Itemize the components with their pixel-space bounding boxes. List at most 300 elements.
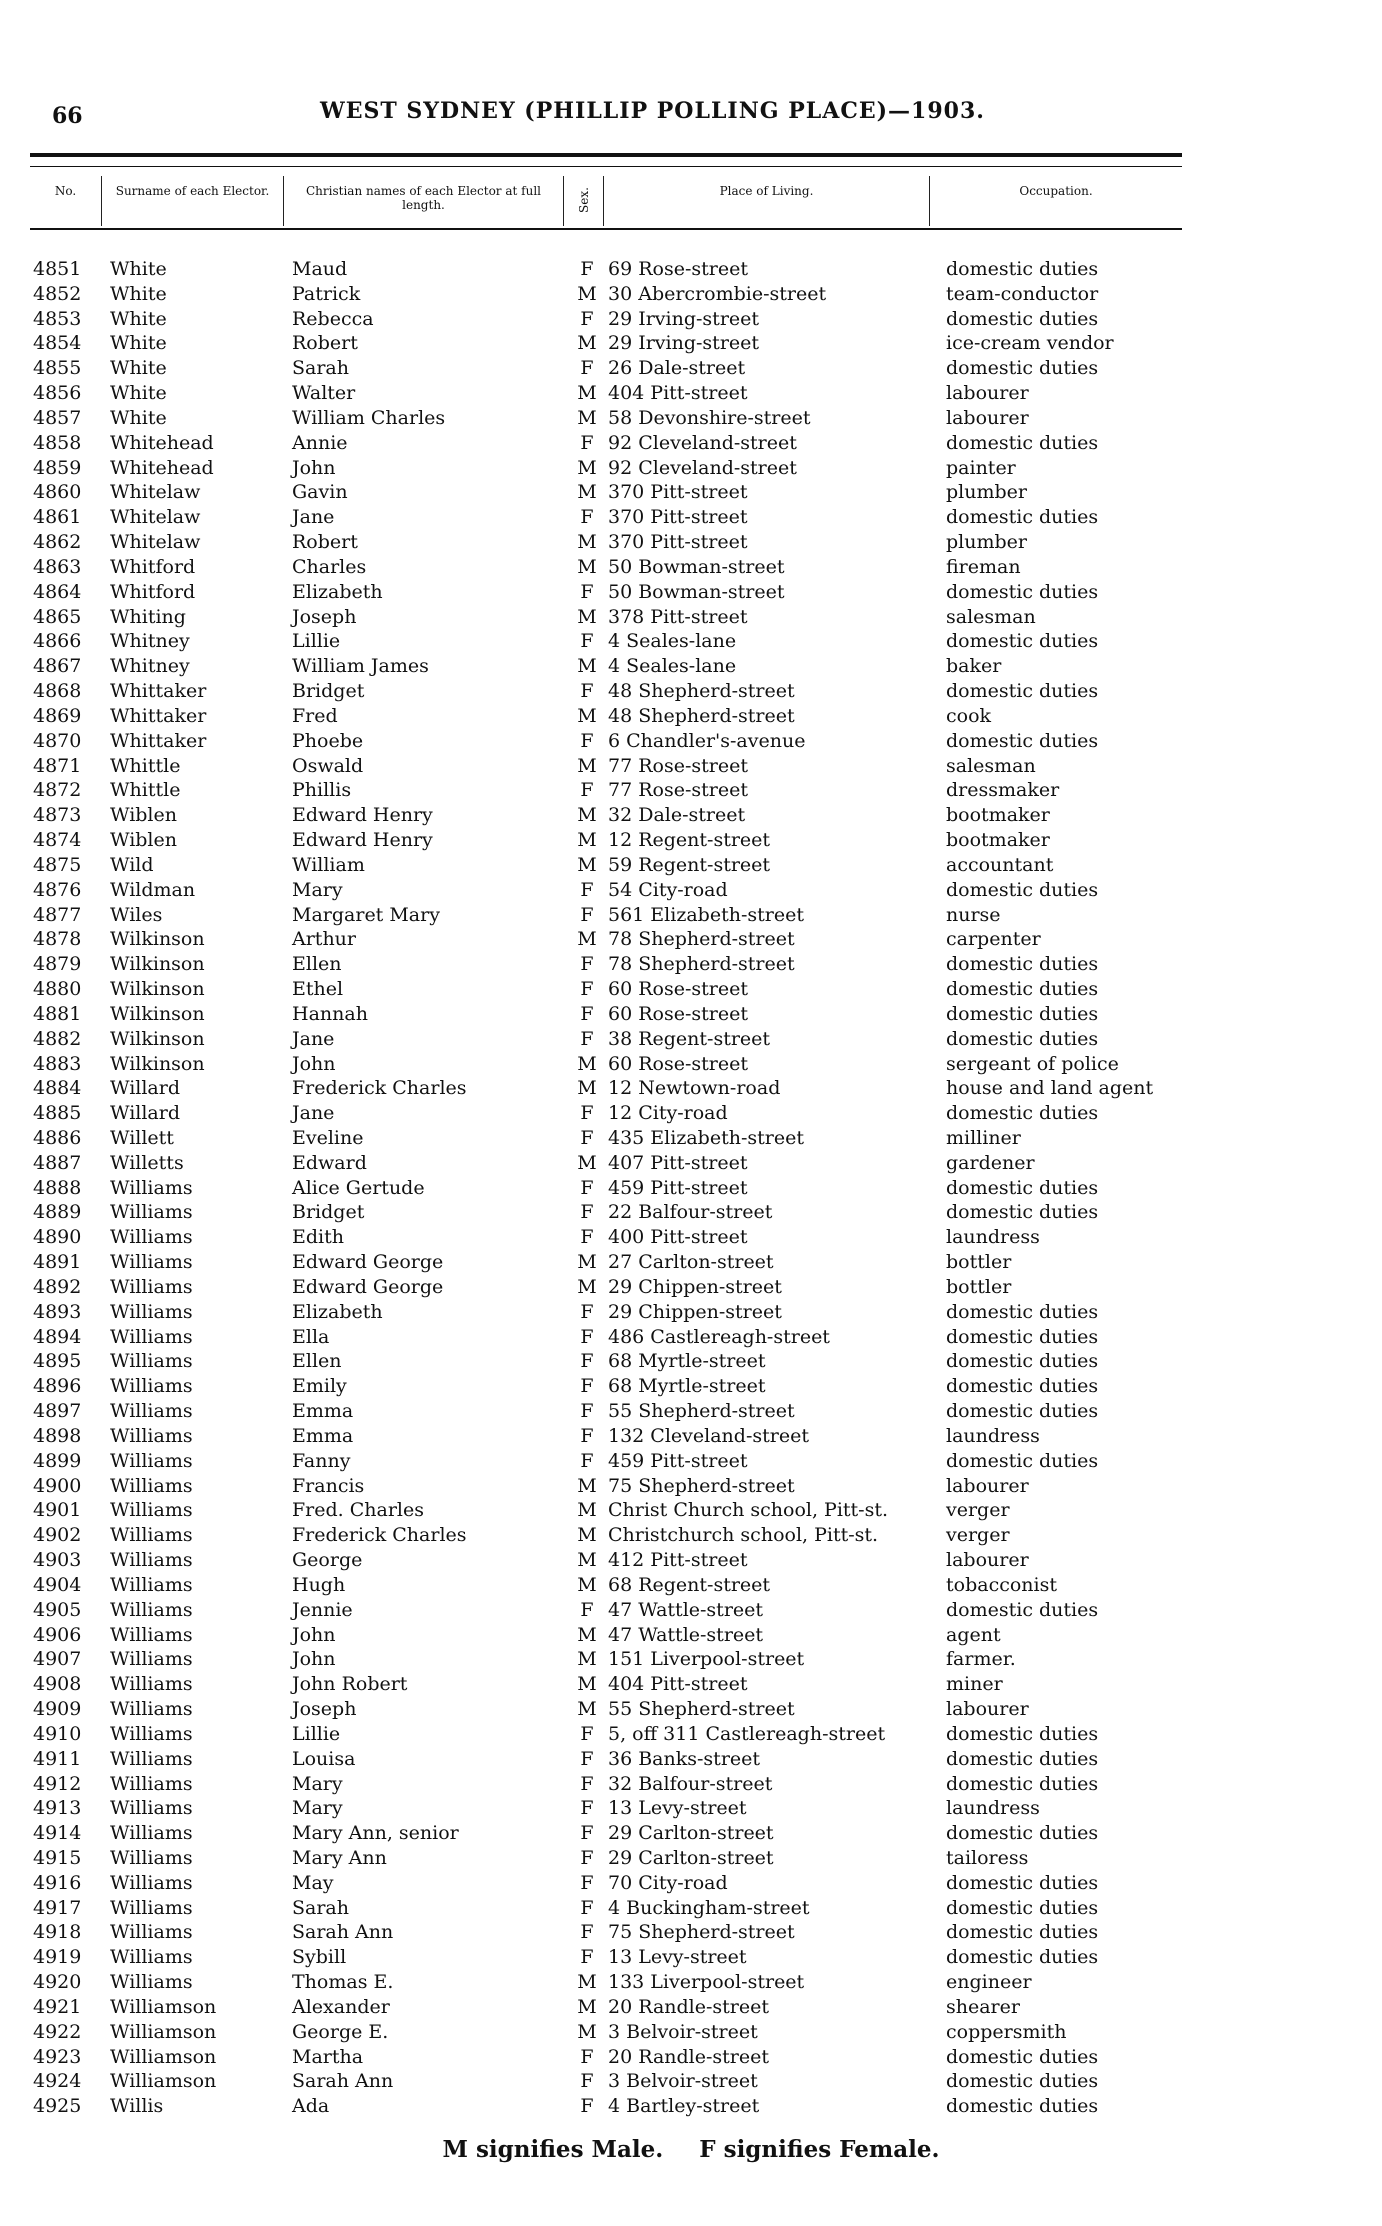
elector-row (0, 530, 1382, 555)
elector-number: 4852 (33, 282, 82, 305)
elector-row (0, 1374, 1382, 1399)
elector-sex: F (580, 1027, 594, 1050)
elector-place-of-living: 47 Wattle-street (608, 1623, 764, 1646)
elector-christian-names: Lillie (292, 630, 341, 653)
elector-occupation: domestic duties (946, 978, 1099, 1001)
elector-christian-names: Gavin (292, 481, 348, 504)
column-header-place-label: Place of Living. (719, 184, 814, 198)
elector-row (0, 1225, 1382, 1250)
column-header-sex (564, 176, 604, 226)
elector-row (0, 704, 1382, 729)
elector-surname: Williams (110, 1871, 193, 1894)
elector-occupation: domestic duties (946, 729, 1099, 752)
elector-place-of-living: 435 Elizabeth-street (608, 1126, 804, 1149)
elector-christian-names: Robert (292, 332, 358, 355)
elector-christian-names: Alice Gertude (292, 1176, 425, 1199)
elector-occupation: domestic duties (946, 1921, 1099, 1944)
elector-place-of-living: 92 Cleveland-street (608, 456, 797, 479)
elector-row (0, 1052, 1382, 1077)
elector-place-of-living: 378 Pitt-street (608, 605, 748, 628)
elector-christian-names: John (292, 1052, 336, 1075)
column-header-sex-label: Sex. (576, 187, 591, 213)
elector-place-of-living: 404 Pitt-street (608, 1673, 748, 1696)
elector-number: 4893 (33, 1300, 82, 1323)
elector-row (0, 2020, 1382, 2045)
elector-occupation: laundress (946, 1226, 1040, 1249)
elector-sex: M (577, 456, 597, 479)
elector-sex: M (577, 382, 597, 405)
elector-number: 4905 (33, 1598, 82, 1621)
elector-place-of-living: 407 Pitt-street (608, 1151, 748, 1174)
elector-surname: Wiles (110, 903, 163, 926)
elector-surname: Williams (110, 1275, 193, 1298)
elector-number: 4865 (33, 605, 82, 628)
elector-number: 4855 (33, 357, 82, 380)
elector-sex: F (580, 1201, 594, 1224)
elector-sex: M (577, 804, 597, 827)
elector-surname: Williamson (110, 2020, 217, 2043)
elector-surname: Williams (110, 1424, 193, 1447)
elector-number: 4921 (33, 1995, 82, 2018)
elector-place-of-living: 29 Carlton-street (608, 1822, 774, 1845)
elector-christian-names: Mary (292, 1772, 343, 1795)
elector-place-of-living: 20 Randle-street (608, 1995, 770, 2018)
elector-number: 4922 (33, 2020, 82, 2043)
elector-sex: M (577, 1549, 597, 1572)
elector-row (0, 1151, 1382, 1176)
elector-number: 4879 (33, 953, 82, 976)
elector-place-of-living: 30 Abercrombie-street (608, 282, 827, 305)
elector-sex: F (580, 1822, 594, 1845)
elector-row (0, 1325, 1382, 1350)
elector-occupation: domestic duties (946, 258, 1099, 280)
column-header-christian-names (284, 176, 564, 226)
header-rule-bottom (30, 228, 1182, 230)
elector-christian-names: Frederick Charles (292, 1077, 467, 1100)
elector-surname: Wilkinson (110, 1002, 205, 1025)
elector-place-of-living: 4 Buckingham-street (608, 1896, 810, 1919)
elector-place-of-living: 27 Carlton-street (608, 1251, 774, 1274)
elector-surname: Wild (110, 853, 154, 876)
column-header-surname (102, 176, 284, 226)
elector-sex: F (580, 506, 594, 529)
elector-christian-names: Robert (292, 531, 358, 554)
elector-surname: Williams (110, 1698, 193, 1721)
elector-number: 4857 (33, 406, 82, 429)
elector-row (0, 1523, 1382, 1548)
elector-occupation: plumber (946, 481, 1027, 504)
elector-occupation: painter (946, 456, 1016, 479)
elector-occupation: domestic duties (946, 1102, 1099, 1125)
elector-row (0, 381, 1382, 406)
elector-row (0, 605, 1382, 630)
elector-number: 4912 (33, 1772, 82, 1795)
elector-occupation: domestic duties (946, 1176, 1099, 1199)
elector-occupation: shearer (946, 1995, 1020, 2018)
elector-place-of-living: 77 Rose-street (608, 779, 748, 802)
elector-surname: Williams (110, 1449, 193, 1472)
elector-place-of-living: 48 Shepherd-street (608, 680, 795, 703)
elector-row (0, 1871, 1382, 1896)
elector-christian-names: Phoebe (292, 729, 364, 752)
elector-number: 4876 (33, 878, 82, 901)
elector-sex: M (577, 1524, 597, 1547)
elector-number: 4874 (33, 829, 82, 852)
female-legend: F signifies Female. (699, 2136, 940, 2163)
elector-christian-names: Martha (292, 2045, 364, 2068)
elector-row (0, 952, 1382, 977)
elector-row (0, 505, 1382, 530)
elector-sex: F (580, 2095, 594, 2118)
elector-place-of-living: 36 Banks-street (608, 1747, 761, 1770)
elector-row (0, 1672, 1382, 1697)
elector-number: 4918 (33, 1921, 82, 1944)
elector-christian-names: Walter (292, 382, 356, 405)
elector-christian-names: Frederick Charles (292, 1524, 467, 1547)
elector-sex: F (580, 1126, 594, 1149)
elector-occupation: baker (946, 655, 1002, 678)
elector-number: 4884 (33, 1077, 82, 1100)
elector-occupation: labourer (946, 1549, 1029, 1572)
elector-christian-names: Rebecca (292, 307, 374, 330)
elector-sex: M (577, 2020, 597, 2043)
elector-row (0, 2045, 1382, 2070)
elector-sex: F (580, 1946, 594, 1969)
elector-sex: F (580, 307, 594, 330)
elector-sex: F (580, 1424, 594, 1447)
elector-surname: Whiting (110, 605, 186, 628)
elector-sex: M (577, 928, 597, 951)
elector-number: 4891 (33, 1251, 82, 1274)
elector-row (0, 307, 1382, 332)
elector-number: 4910 (33, 1722, 82, 1745)
elector-sex: F (580, 1350, 594, 1373)
elector-sex: M (577, 1698, 597, 1721)
elector-row (0, 1176, 1382, 1201)
elector-christian-names: Mary Ann, senior (292, 1822, 459, 1845)
elector-number: 4868 (33, 680, 82, 703)
column-header-occupation (930, 176, 1182, 226)
elector-occupation: salesman (946, 754, 1036, 777)
elector-occupation: labourer (946, 406, 1029, 429)
elector-row (0, 803, 1382, 828)
elector-christian-names: Edward Henry (292, 829, 433, 852)
elector-christian-names: Ethel (292, 978, 344, 1001)
elector-occupation: labourer (946, 1474, 1029, 1497)
elector-surname: Wilkinson (110, 928, 205, 951)
elector-row (0, 1101, 1382, 1126)
elector-number: 4877 (33, 903, 82, 926)
elector-row (0, 1573, 1382, 1598)
elector-occupation: domestic duties (946, 2095, 1099, 2118)
elector-christian-names: Jennie (292, 1598, 353, 1621)
elector-number: 4880 (33, 978, 82, 1001)
elector-christian-names: Thomas E. (292, 1971, 394, 1994)
elector-surname: Wilkinson (110, 953, 205, 976)
elector-place-of-living: 22 Balfour-street (608, 1201, 773, 1224)
elector-place-of-living: 4 Seales-lane (608, 630, 737, 653)
elector-occupation: domestic duties (946, 506, 1099, 529)
elector-number: 4864 (33, 580, 82, 603)
elector-row (0, 1275, 1382, 1300)
elector-surname: Williams (110, 1350, 193, 1373)
elector-number: 4903 (33, 1549, 82, 1572)
elector-occupation: domestic duties (946, 1375, 1099, 1398)
elector-sex: M (577, 555, 597, 578)
elector-place-of-living: 38 Regent-street (608, 1027, 771, 1050)
elector-occupation: bootmaker (946, 804, 1050, 827)
elector-place-of-living: 75 Shepherd-street (608, 1474, 795, 1497)
elector-sex: M (577, 406, 597, 429)
elector-sex: M (577, 1077, 597, 1100)
elector-surname: Williams (110, 1822, 193, 1845)
elector-sex: F (580, 680, 594, 703)
elector-surname: Whitehead (110, 456, 214, 479)
elector-number: 4888 (33, 1176, 82, 1199)
elector-sex: F (580, 878, 594, 901)
running-title: WEST SYDNEY (PHILLIP POLLING PLACE)—1903. (320, 98, 985, 124)
elector-row (0, 1896, 1382, 1921)
elector-row (0, 1821, 1382, 1846)
elector-row (0, 778, 1382, 803)
elector-number: 4895 (33, 1350, 82, 1373)
elector-place-of-living: 60 Rose-street (608, 978, 748, 1001)
elector-row (0, 1449, 1382, 1474)
elector-row (0, 1747, 1382, 1772)
elector-sex: F (580, 1896, 594, 1919)
elector-occupation: laundress (946, 1424, 1040, 1447)
elector-number: 4871 (33, 754, 82, 777)
elector-number: 4885 (33, 1102, 82, 1125)
elector-sex: F (580, 1002, 594, 1025)
elector-number: 4872 (33, 779, 82, 802)
elector-surname: Whittaker (110, 704, 207, 727)
elector-place-of-living: 6 Chandler's-avenue (608, 729, 806, 752)
column-header-surname-label: Surname of each Elector. (115, 184, 270, 198)
elector-place-of-living: 69 Rose-street (608, 258, 748, 280)
elector-surname: Willis (110, 2095, 164, 2118)
elector-surname: Wilkinson (110, 978, 205, 1001)
elector-row (0, 878, 1382, 903)
elector-christian-names: Mary (292, 878, 343, 901)
elector-place-of-living: 400 Pitt-street (608, 1226, 748, 1249)
elector-sex: F (580, 580, 594, 603)
elector-sex: M (577, 829, 597, 852)
elector-sex: M (577, 531, 597, 554)
elector-christian-names: John Robert (292, 1673, 408, 1696)
elector-christian-names: Hugh (292, 1573, 346, 1596)
elector-number: 4886 (33, 1126, 82, 1149)
elector-occupation: house and land agent (946, 1077, 1154, 1100)
elector-place-of-living: 50 Bowman-street (608, 555, 785, 578)
elector-surname: Whitelaw (110, 481, 201, 504)
elector-occupation: nurse (946, 903, 1001, 926)
elector-occupation: domestic duties (946, 1027, 1099, 1050)
elector-christian-names: Edith (292, 1226, 344, 1249)
elector-row (0, 1200, 1382, 1225)
elector-sex: F (580, 1176, 594, 1199)
elector-occupation: domestic duties (946, 307, 1099, 330)
elector-surname: Wildman (110, 878, 196, 901)
elector-row (0, 1647, 1382, 1672)
elector-surname: Willett (110, 1126, 174, 1149)
elector-surname: Williams (110, 1896, 193, 1919)
elector-row (0, 480, 1382, 505)
elector-surname: Williams (110, 1400, 193, 1423)
elector-christian-names: Patrick (292, 282, 361, 305)
elector-christian-names: Francis (292, 1474, 365, 1497)
elector-occupation: domestic duties (946, 1946, 1099, 1969)
elector-place-of-living: 50 Bowman-street (608, 580, 785, 603)
elector-christian-names: Emma (292, 1400, 354, 1423)
elector-occupation: engineer (946, 1971, 1032, 1994)
elector-christian-names: Jane (292, 506, 335, 529)
elector-number: 4911 (33, 1747, 82, 1770)
elector-sex: M (577, 704, 597, 727)
elector-surname: Williams (110, 1623, 193, 1646)
elector-sex: F (580, 2070, 594, 2093)
elector-row (0, 828, 1382, 853)
elector-occupation: domestic duties (946, 1871, 1099, 1894)
elector-place-of-living: 54 City-road (608, 878, 728, 901)
elector-row (0, 729, 1382, 754)
elector-sex: F (580, 1300, 594, 1323)
elector-surname: White (110, 258, 167, 280)
elector-christian-names: Sarah (292, 1896, 349, 1919)
elector-number: 4902 (33, 1524, 82, 1547)
elector-christian-names: Hannah (292, 1002, 368, 1025)
elector-row (0, 903, 1382, 928)
elector-surname: Willetts (110, 1151, 184, 1174)
elector-number: 4925 (33, 2095, 82, 2118)
elector-number: 4924 (33, 2070, 82, 2093)
elector-place-of-living: 32 Balfour-street (608, 1772, 773, 1795)
elector-row (0, 1598, 1382, 1623)
elector-place-of-living: 92 Cleveland-street (608, 431, 797, 454)
elector-surname: Williams (110, 1300, 193, 1323)
elector-number: 4889 (33, 1201, 82, 1224)
elector-sex: M (577, 1275, 597, 1298)
elector-number: 4907 (33, 1648, 82, 1671)
elector-christian-names: John (292, 456, 336, 479)
elector-occupation: domestic duties (946, 630, 1099, 653)
elector-surname: Williams (110, 1499, 193, 1522)
elector-sex: F (580, 779, 594, 802)
elector-christian-names: Mary (292, 1797, 343, 1820)
elector-list (0, 257, 1382, 2119)
elector-sex: M (577, 1052, 597, 1075)
elector-place-of-living: 29 Chippen-street (608, 1275, 782, 1298)
elector-christian-names: Margaret Mary (292, 903, 440, 926)
column-header-occupation-label: Occupation. (1019, 184, 1093, 198)
elector-number: 4923 (33, 2045, 82, 2068)
elector-surname: Williams (110, 1971, 193, 1994)
elector-christian-names: Joseph (292, 605, 357, 628)
elector-occupation: milliner (946, 1126, 1021, 1149)
elector-occupation: domestic duties (946, 1822, 1099, 1845)
elector-christian-names: Sarah Ann (292, 1921, 394, 1944)
elector-surname: Whitelaw (110, 531, 201, 554)
elector-row (0, 1697, 1382, 1722)
elector-christian-names: Joseph (292, 1698, 357, 1721)
elector-surname: Williamson (110, 2070, 217, 2093)
elector-row (0, 1722, 1382, 1747)
elector-sex: M (577, 1474, 597, 1497)
elector-row (0, 555, 1382, 580)
elector-occupation: domestic duties (946, 1350, 1099, 1373)
elector-occupation: verger (946, 1499, 1010, 1522)
elector-row (0, 1002, 1382, 1027)
elector-place-of-living: 151 Liverpool-street (608, 1648, 805, 1671)
elector-number: 4919 (33, 1946, 82, 1969)
elector-surname: Whitney (110, 655, 190, 678)
elector-occupation: cook (946, 704, 992, 727)
elector-surname: Williams (110, 1226, 193, 1249)
elector-place-of-living: 60 Rose-street (608, 1002, 748, 1025)
elector-number: 4859 (33, 456, 82, 479)
elector-surname: Williams (110, 1921, 193, 1944)
elector-sex: F (580, 1102, 594, 1125)
elector-number: 4851 (33, 258, 82, 280)
elector-christian-names: Ellen (292, 953, 342, 976)
elector-surname: Williams (110, 1747, 193, 1770)
elector-place-of-living: 47 Wattle-street (608, 1598, 764, 1621)
elector-row (0, 331, 1382, 356)
elector-sex: M (577, 1673, 597, 1696)
elector-surname: Williams (110, 1325, 193, 1348)
elector-number: 4896 (33, 1375, 82, 1398)
elector-number: 4916 (33, 1871, 82, 1894)
elector-row (0, 1399, 1382, 1424)
elector-christian-names: Sybill (292, 1946, 347, 1969)
elector-surname: White (110, 282, 167, 305)
elector-surname: Whitelaw (110, 506, 201, 529)
elector-surname: Williams (110, 1474, 193, 1497)
elector-occupation: labourer (946, 382, 1029, 405)
elector-row (0, 1772, 1382, 1797)
column-header-place (604, 176, 930, 226)
elector-sex: F (580, 1847, 594, 1869)
elector-christian-names: Arthur (292, 928, 356, 951)
elector-occupation: agent (946, 1623, 1001, 1646)
elector-christian-names: Fred. Charles (292, 1499, 425, 1522)
elector-place-of-living: 58 Devonshire-street (608, 406, 811, 429)
elector-occupation: team-conductor (946, 282, 1099, 305)
elector-occupation: domestic duties (946, 1325, 1099, 1348)
elector-sex: F (580, 1598, 594, 1621)
elector-sex: F (580, 1747, 594, 1770)
elector-number: 4856 (33, 382, 82, 405)
elector-place-of-living: Christchurch school, Pitt-st. (608, 1524, 879, 1547)
elector-surname: Whitford (110, 580, 196, 603)
elector-occupation: sergeant of police (946, 1052, 1119, 1075)
elector-number: 4890 (33, 1226, 82, 1249)
elector-surname: Whitney (110, 630, 190, 653)
elector-sex: M (577, 605, 597, 628)
elector-place-of-living: 459 Pitt-street (608, 1176, 748, 1199)
elector-number: 4854 (33, 332, 82, 355)
elector-number: 4908 (33, 1673, 82, 1696)
elector-number: 4860 (33, 481, 82, 504)
elector-place-of-living: 68 Myrtle-street (608, 1375, 766, 1398)
elector-occupation: domestic duties (946, 1598, 1099, 1621)
elector-occupation: domestic duties (946, 1772, 1099, 1795)
elector-place-of-living: 48 Shepherd-street (608, 704, 795, 727)
elector-place-of-living: 12 Newtown-road (608, 1077, 781, 1100)
elector-christian-names: George E. (292, 2020, 389, 2043)
elector-sex: M (577, 1151, 597, 1174)
elector-christian-names: Jane (292, 1027, 335, 1050)
